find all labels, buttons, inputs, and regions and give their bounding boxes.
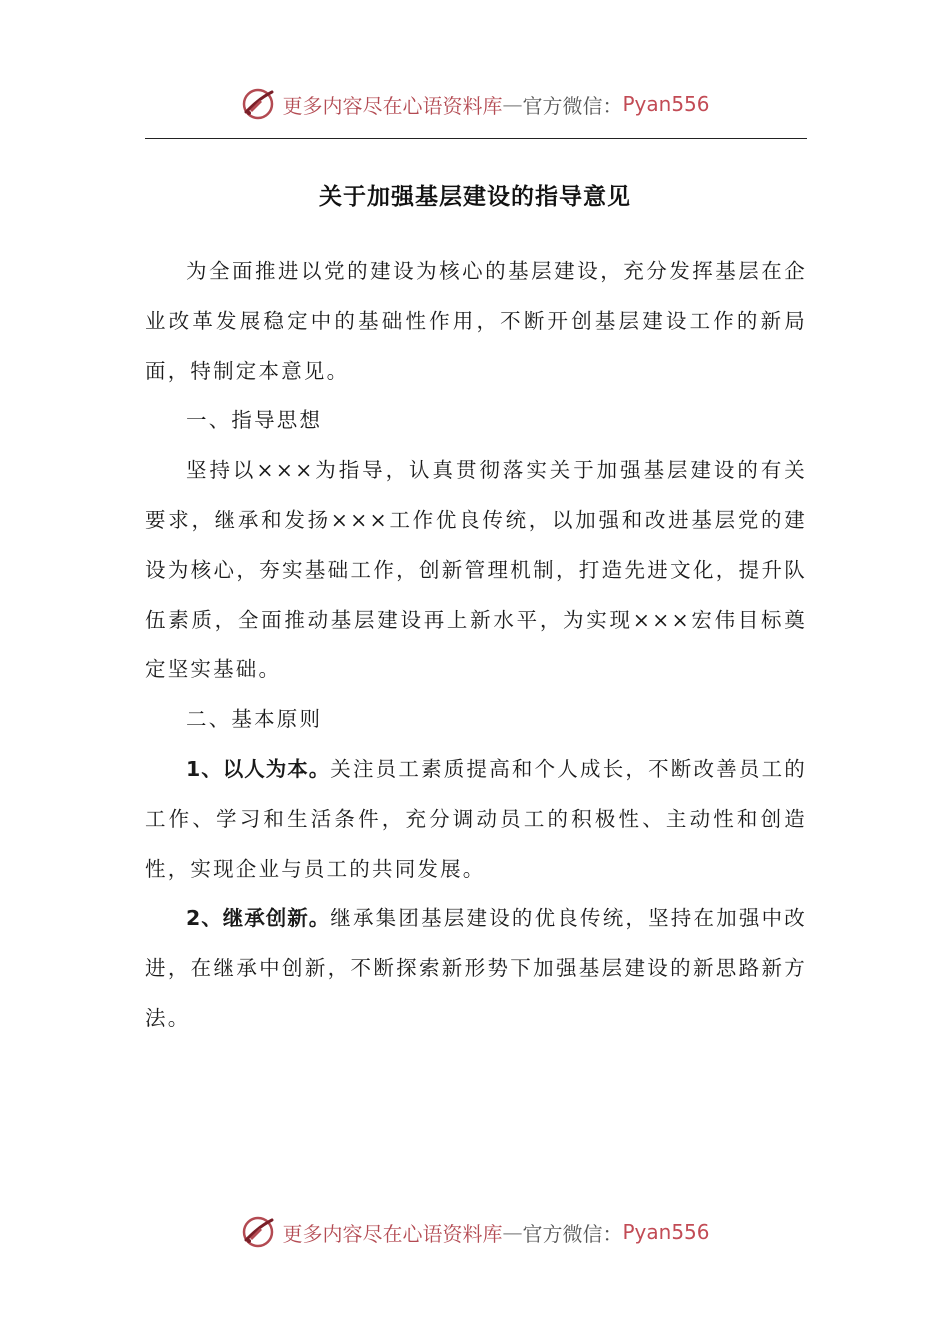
principle2-paragraph (145, 894, 807, 1043)
footer-banner (0, 1210, 950, 1254)
header-wechat-label: 官方微信： (522, 93, 623, 118)
header-banner (0, 82, 950, 126)
section1-paragraph: 坚持以×××为指导，认真贯彻落实关于加强基层建设的有关要求，继承和发扬×××工作优良传统，以加强和改进基层党的建设为核心，夯实基础工作，创新管理机制，打造先进文化，提升队伍素质，全面推动基层建设再上新水平，为实现×××宏伟目标奠定坚实基础。 (145, 458, 807, 682)
intro-paragraph: 为全面推进以党的建设为核心的基层建设，充分发挥基层在企业改革发展稳定中的基础性作用，不断开创基层建设工作的新局面，特制定本意见。 (145, 259, 807, 383)
header-wechat-handle: Pyan556 (622, 92, 710, 116)
footer-brand-text: 更多内容尽在心语资料库 (282, 1221, 503, 1246)
principle1-paragraph (145, 745, 807, 894)
footer-wechat-handle: Pyan556 (622, 1220, 710, 1244)
section1-heading: 一、指导思想 (186, 408, 323, 433)
principle1-body: 关注员工素质提高和个人成长，不断改善员工的工作、学习和生活条件，充分调动员工的积极性、主动性和创造性，实现企业与员工的共同发展。 (145, 756, 808, 881)
header-divider (145, 138, 807, 139)
document-title: 关于加强基层建设的指导意见 (319, 184, 631, 210)
principle2-body: 继承集团基层建设的优良传统，坚持在加强中改进，在继承中创新，不断探索新形势下加强基层建设的新思路新方法。 (145, 906, 808, 1030)
document-body (145, 247, 807, 1044)
header-dash: — (502, 92, 523, 116)
section2-heading: 二、基本原则 (186, 707, 323, 732)
principle2-lead: 2、继承创新。 (186, 906, 331, 931)
pen-logo-icon (240, 86, 276, 122)
footer-dash: — (502, 1220, 523, 1244)
pen-logo-icon (240, 1214, 276, 1250)
header-brand-text: 更多内容尽在心语资料库 (282, 93, 503, 118)
principle1-lead: 1、以人为本。 (186, 756, 331, 781)
footer-wechat-label: 官方微信： (522, 1221, 623, 1246)
